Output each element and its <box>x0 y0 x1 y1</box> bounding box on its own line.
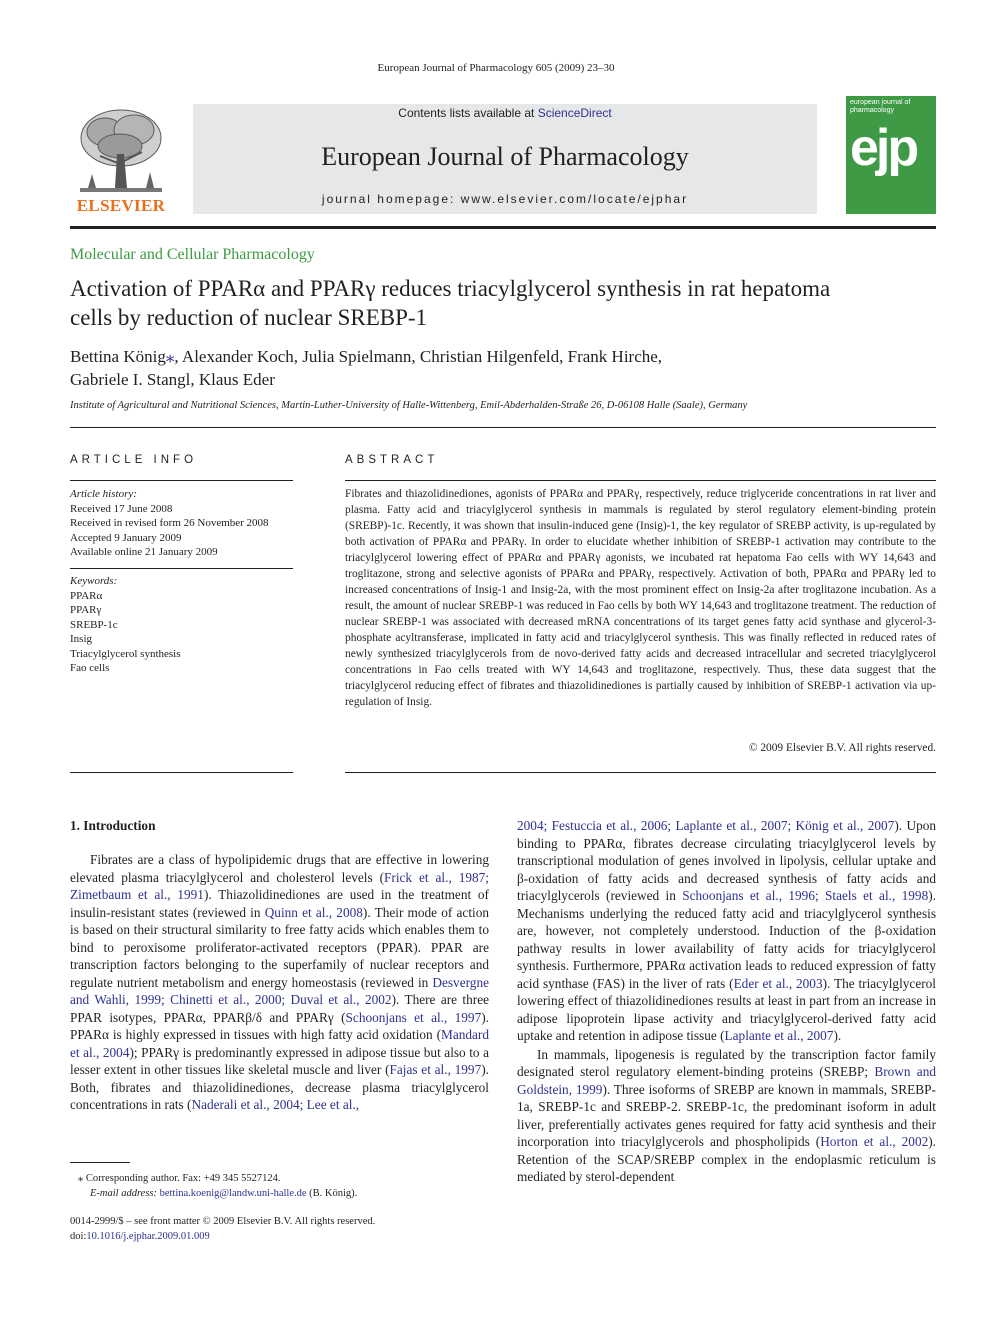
introduction-heading: 1. Introduction <box>70 818 156 833</box>
intro-paragraph-2 <box>517 817 936 1045</box>
section-label: Molecular and Cellular Pharmacology <box>70 246 315 263</box>
history-received: Received 17 June 2008 <box>70 502 173 515</box>
article-title-line-2: cells by reduction of nuclear SREBP-1 <box>70 305 428 330</box>
citation-link[interactable]: Brown and Goldstein, 1999 <box>517 1064 936 1097</box>
article-title-line-1: Activation of PPARα and PPARγ reduces triacylglycerol synthesis in rat hepatoma <box>70 276 831 301</box>
citation-link[interactable]: Desvergne and Wahli, 1999; Chinetti et al., 2000; Duval et al., 2002 <box>70 974 489 1007</box>
citation-link[interactable]: Schoonjans et al., 1997 <box>345 1009 482 1025</box>
keywords-label: Keywords: <box>70 575 118 587</box>
article-info-rule <box>70 480 293 481</box>
author-list <box>70 345 936 391</box>
citation-link[interactable]: Frick et al., 1987; Zimetbaum et al., 1991 <box>70 869 489 902</box>
paragraph-text: ). The triacylglycerol lowering effect of thiazolidinediones results at least in part from an increase in adipose lipoprotein lipase activity and triacylglycerol-derived fatty acid uptake and retention in adipose tissue ( <box>517 975 936 1043</box>
history-accepted: Accepted 9 January 2009 <box>70 531 182 544</box>
paragraph-text: ). Three isoforms of SREBP are known in mammals, SREBP-1a, SREBP-1c and SREBP-2. SREBP-1c, the predominant isoform in adult liver, preferentially activates genes required for fatty acid synthesis and their incorporation into triacylglycerols and phospholipids ( <box>517 1081 936 1149</box>
author-first: Bettina König <box>70 347 166 366</box>
abstract-rule <box>345 480 936 481</box>
citation-link[interactable]: Laplante et al., 2007 <box>724 1028 834 1043</box>
paragraph-text: ). PPARα is highly expressed in tissues with high fatty acid oxidation ( <box>70 1009 489 1042</box>
email-label: E-mail address: <box>90 1188 160 1199</box>
keyword-item: Triacylglycerol synthesis <box>70 647 181 660</box>
paragraph-text: ). There are three PPAR isotypes, PPARα, PPARβ/δ and PPARγ ( <box>70 992 490 1025</box>
paragraph-text: ). Their mode of action is based on their structural similarity to free fatty acids which enables them to bind to peroxisome proliferator-activated receptors (PPAR). PPAR are transcription factors belonging to the superfamily of nuclear receptors and regulate nutrient metabolism and energy homeostasis (reviewed in <box>70 904 489 990</box>
affiliation-rule <box>70 427 936 428</box>
citation-link[interactable]: Quinn et al., 2008 <box>264 904 363 920</box>
body-column-right <box>517 817 936 1186</box>
author-rest: , Alexander Koch, Julia Spielmann, Christian Hilgenfeld, Frank Hirche, <box>174 347 663 366</box>
journal-homepage[interactable]: journal homepage: www.elsevier.com/locate/ejphar <box>321 192 689 206</box>
author-line-2: Gabriele I. Stangl, Klaus Eder <box>70 370 275 389</box>
author-line-1 <box>70 345 936 368</box>
abstract-heading: ABSTRACT <box>345 454 439 466</box>
article-title <box>70 274 936 332</box>
keyword-item: SREBP-1c <box>70 618 118 631</box>
issn-line: 0014-2999/$ – see front matter © 2009 Elsevier B.V. All rights reserved. <box>70 1216 376 1227</box>
elsevier-wordmark: ELSEVIER <box>76 196 166 215</box>
citation-link[interactable]: Mandard et al., 2004 <box>70 1027 489 1060</box>
corresponding-text: Corresponding author. Fax: +49 345 5527124. <box>85 1173 281 1184</box>
paragraph-text: ). Both, fibrates and thiazolidinediones, decrease plasma triacylglycerol concentrations in rats ( <box>70 1062 489 1112</box>
citation-link[interactable]: 2004; Festuccia et al., 2006; Laplante et al., 2007; König et al., 2007 <box>517 818 895 833</box>
keyword-item: Fao cells <box>70 662 110 674</box>
issn-block <box>70 1214 490 1244</box>
email-footnote <box>78 1186 498 1201</box>
header-rule <box>70 226 936 229</box>
corresponding-author-star[interactable]: ⁎ <box>165 347 175 366</box>
footnote-rule <box>70 1162 130 1163</box>
email-suffix: (B. König). <box>306 1188 358 1199</box>
keywords <box>70 574 293 676</box>
paragraph-text: ). <box>833 1028 842 1043</box>
paragraph-text: In mammals, lipogenesis is regulated by the transcription factor family designated sterol regulatory element-binding proteins (SREBP; <box>517 1046 936 1079</box>
citation-link[interactable]: Horton et al., 2002 <box>820 1134 929 1149</box>
cover-logo: ejp <box>850 119 917 177</box>
doi-link[interactable]: 10.1016/j.ejphar.2009.01.009 <box>86 1231 210 1242</box>
cover-small-text: european journal of pharmacology <box>850 99 911 114</box>
affiliation: Institute of Agricultural and Nutritional Sciences, Martin-Luther-University of Halle-Wittenberg, Emil-Abderhalden-Straße 26, D-06108 Halle (Saale), Germany <box>70 400 748 411</box>
keywords-rule <box>70 568 293 569</box>
history-label: Article history: <box>70 488 137 500</box>
article-info-heading: ARTICLE INFO <box>70 454 198 466</box>
paragraph-text: ). Thiazolidinediones are used in the treatment of insulin-resistant states (reviewed in <box>70 887 489 920</box>
email-link[interactable]: bettina.koenig@landw.uni-halle.de <box>159 1188 307 1199</box>
intro-paragraph-1 <box>70 851 489 1114</box>
citation-link[interactable]: Eder et al., 2003 <box>733 975 823 991</box>
abstract-bottom-rule <box>345 772 936 773</box>
history-revised: Received in revised form 26 November 2008 <box>70 517 269 529</box>
contents-line <box>193 106 817 120</box>
keyword-item: PPARα <box>70 589 103 602</box>
journal-title: European Journal of Pharmacology <box>321 142 689 171</box>
footnote-star: ⁎ <box>78 1173 84 1184</box>
footnote <box>78 1171 498 1201</box>
corresponding-footnote <box>78 1171 498 1186</box>
abstract-text: Fibrates and thiazolidinediones, agonists of PPARα and PPARγ, respectively, reduce triglyceride concentrations in rat liver and plasma. Fatty acid and triacylglycerol synthesis in mammals is regulated by sterol regulatory element-binding protein (SREBP)-1c. Recently, it was shown that insulin-induced gene (Insig)-1, the key regulator of SREBP activity, is up-regulated by both activation of PPARα and PPARγ. In order to elucidate whether inhibition of SREBP-1 activation may contribute to the triacylglycerol lowering effect of PPARα and PPARγ agonists, we incubated rat hepatoma Fao cells with WY 14,643 and troglitazone, strong and selective agonists of PPARα and PPARγ, respectively. Activation of both, PPARα and PPARγ led to increased concentrations of Insig-1 and Insig-2a, with the most prominent effect on Insig-2a after troglitazone incubation. As a result, the amount of nuclear SREBP-1 was reduced in Fao cells by both WY 14,643 and troglitazone treatment. The reduction of nuclear SREBP-1 was associated with decreased mRNA concentrations of its target genes fatty acid synthase and glycerol-3-phosphate acyltransferase, implicated in fatty acid and triacylglycerol synthesis. This was finally reflected in reduced rates of newly synthesized triacylglycerols from de novo-derived fatty acids and decreased intracellular and secreted triacylglycerol concentrations in Fao cells treated with WY 14,643 and troglitazone, respectively. Thus, these data suggest that the triacylglycerol reducing effect of fibrates and thiazolidinediones is partially caused by inhibition of SREBP-1 activation via up-regulation of Insig. <box>345 488 936 708</box>
citation-link[interactable]: Schoonjans et al., 1996; Staels et al., 1998 <box>682 888 929 903</box>
doi-line <box>70 1229 490 1244</box>
paragraph-text: ); PPARγ is predominantly expressed in adipose tissue but also to a lesser extent in other tissues like skeletal muscle and liver ( <box>70 1044 489 1077</box>
citation-link[interactable]: Fajas et al., 1997 <box>389 1062 482 1077</box>
intro-paragraph-3 <box>517 1046 936 1186</box>
article-info-bottom-rule <box>70 772 293 773</box>
history-online: Available online 21 January 2009 <box>70 546 218 558</box>
citation-link[interactable]: Naderali et al., 2004; Lee et al., <box>191 1097 360 1112</box>
keyword-item: Insig <box>70 633 92 645</box>
doi-label: doi: <box>70 1231 87 1242</box>
contents-prefix: Contents lists available at <box>398 106 538 120</box>
sciencedirect-link[interactable]: ScienceDirect <box>537 106 612 120</box>
paragraph-text: ). Retention of the SCAP/SREBP complex in the endoplasmic reticulum is mediated by sterol-dependent <box>517 1134 937 1184</box>
article-history <box>70 487 293 560</box>
journal-cover-thumbnail <box>846 96 936 214</box>
paragraph-text: ). Upon binding to PPARα, fibrates decrease circulating triacylglycerol levels by transcriptional modulation of genes involved in lipolysis, cellular uptake and β-oxidation of fatty acids and decreased synthesis of fatty acids and triacylglycerols (reviewed in <box>517 818 937 903</box>
body-column-left <box>70 851 489 1114</box>
paragraph-text: Fibrates are a class of hypolipidemic drugs that are effective in lowering elevated plasma triacylglycerol and cholesterol levels ( <box>70 852 489 885</box>
keyword-item: PPARγ <box>70 604 102 616</box>
running-head: European Journal of Pharmacology 605 (2009) 23–30 <box>377 62 615 74</box>
paragraph-text: ). Mechanisms underlying the reduced fatty acid and triacylglycerol synthesis are, however, not completely understood. Induction of the β-oxidation pathway results in lower availability of fatty acids for triacylglycerol synthesis. Furthermore, PPARα activation leads to reduced expression of fatty acid synthase (FAS) in the liver of rats ( <box>517 888 936 991</box>
copyright-notice: © 2009 Elsevier B.V. All rights reserved. <box>748 742 936 754</box>
